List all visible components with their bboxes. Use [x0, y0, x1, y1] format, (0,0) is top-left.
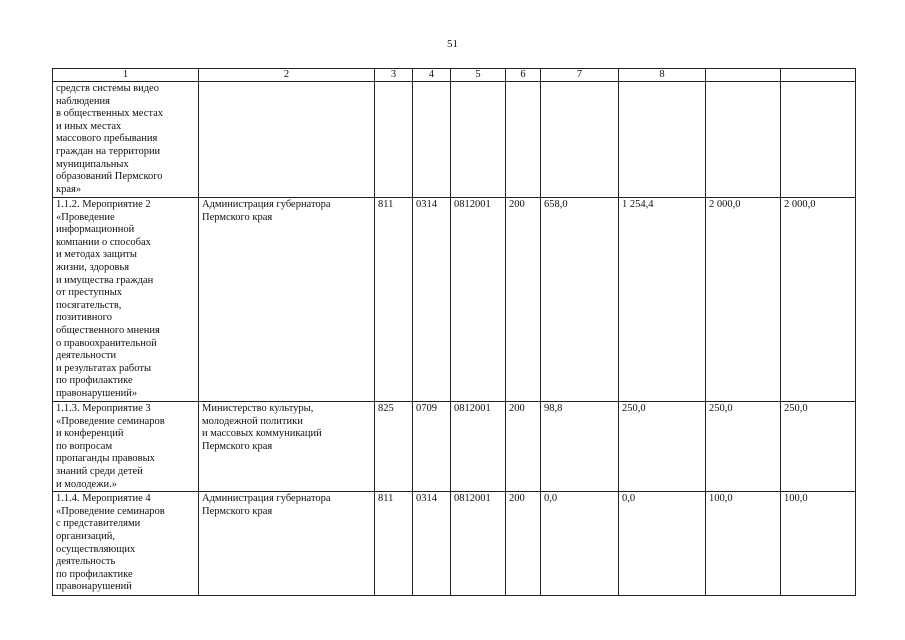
- table-row: [53, 492, 856, 596]
- value-cell: [541, 82, 619, 198]
- value-cell: 100,0: [706, 492, 781, 596]
- value-cell: [451, 82, 506, 198]
- value-cell: [781, 82, 856, 198]
- value-cell: 0812001: [451, 492, 506, 596]
- value-cell: 0,0: [541, 492, 619, 596]
- column-header: 6: [506, 69, 541, 82]
- value-cell: 811: [375, 492, 413, 596]
- table-header-row: [53, 69, 856, 82]
- value-cell: 1 254,4: [619, 198, 706, 402]
- value-cell: [413, 82, 451, 198]
- column-header: [706, 69, 781, 82]
- value-cell: 100,0: [781, 492, 856, 596]
- executor-cell: Министерство культуры, молодежной политики и массовых коммуникаций Пермского края: [199, 402, 375, 492]
- value-cell: 2 000,0: [781, 198, 856, 402]
- value-cell: 250,0: [781, 402, 856, 492]
- value-cell: [619, 82, 706, 198]
- value-cell: 2 000,0: [706, 198, 781, 402]
- table-row: [53, 198, 856, 402]
- value-cell: [506, 82, 541, 198]
- table-row: [53, 402, 856, 492]
- value-cell: 250,0: [619, 402, 706, 492]
- page-number: 51: [447, 38, 458, 50]
- column-header: 8: [619, 69, 706, 82]
- value-cell: 0812001: [451, 198, 506, 402]
- value-cell: 0314: [413, 198, 451, 402]
- column-header: 2: [199, 69, 375, 82]
- column-header: 7: [541, 69, 619, 82]
- value-cell: 200: [506, 402, 541, 492]
- value-cell: 200: [506, 198, 541, 402]
- table-row: [53, 82, 856, 198]
- value-cell: 0314: [413, 492, 451, 596]
- activity-name-cell: 1.1.4. Мероприятие 4 «Проведение семинаров с представителями организаций, осуществляющих деятельность по профилактике правонарушений: [53, 492, 199, 596]
- budget-table: [52, 68, 856, 596]
- value-cell: [706, 82, 781, 198]
- value-cell: 0812001: [451, 402, 506, 492]
- column-header: [781, 69, 856, 82]
- column-header: 1: [53, 69, 199, 82]
- executor-cell: Администрация губернатора Пермского края: [199, 198, 375, 402]
- value-cell: [375, 82, 413, 198]
- value-cell: 811: [375, 198, 413, 402]
- value-cell: 200: [506, 492, 541, 596]
- activity-name-cell: 1.1.2. Мероприятие 2 «Проведение информационной компании о способах и методах защиты жизни, здоровья и имущества граждан от преступных посягательств, позитивного общественного мнения о правоохранительной деятельности и результатах работы по профилактике правонарушений»: [53, 198, 199, 402]
- activity-name-cell: 1.1.3. Мероприятие 3 «Проведение семинаров и конференций по вопросам пропаганды правовых знаний среди детей и молодежи.»: [53, 402, 199, 492]
- value-cell: 0709: [413, 402, 451, 492]
- value-cell: 0,0: [619, 492, 706, 596]
- column-header: 4: [413, 69, 451, 82]
- value-cell: 658,0: [541, 198, 619, 402]
- activity-name-cell: средств системы видео наблюдения в общественных местах и иных местах массового пребывания граждан на территории муниципальных образований Пермского края»: [53, 82, 199, 198]
- executor-cell: [199, 82, 375, 198]
- value-cell: 98,8: [541, 402, 619, 492]
- value-cell: 250,0: [706, 402, 781, 492]
- value-cell: 825: [375, 402, 413, 492]
- column-header: 3: [375, 69, 413, 82]
- executor-cell: Администрация губернатора Пермского края: [199, 492, 375, 596]
- column-header: 5: [451, 69, 506, 82]
